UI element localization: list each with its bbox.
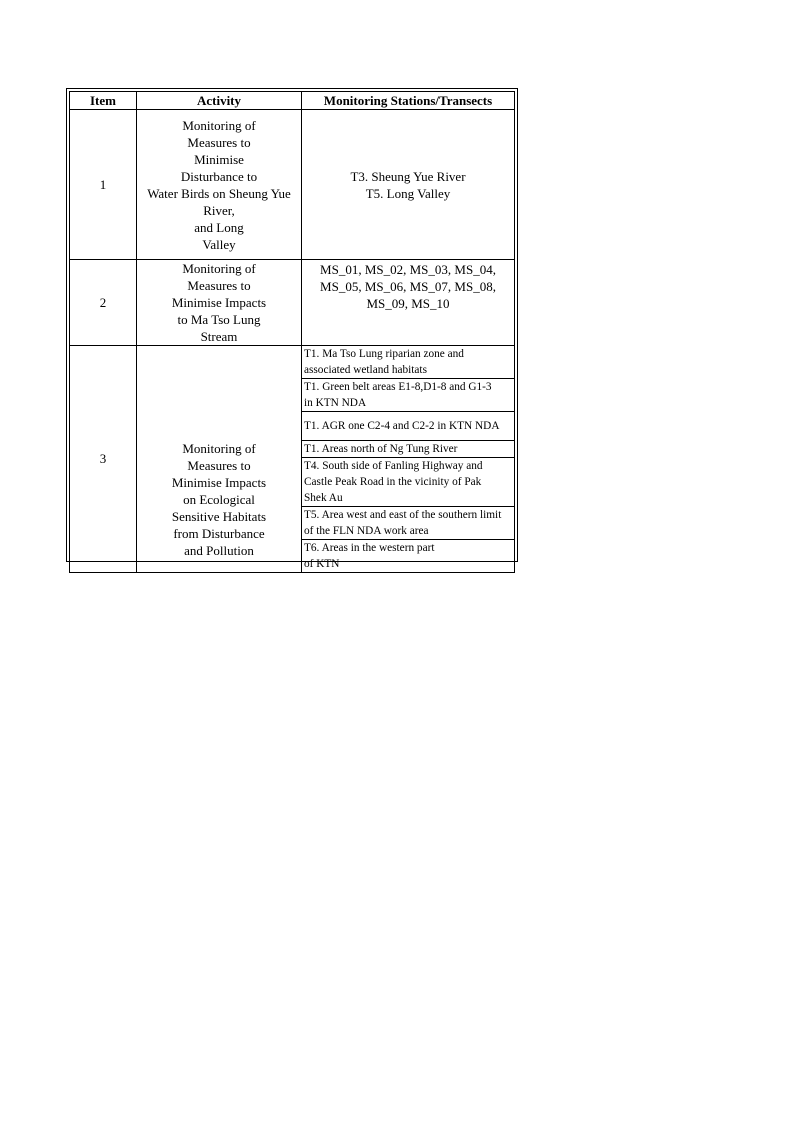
- table-row: [70, 346, 515, 379]
- item-number: 3: [70, 346, 137, 573]
- station-subrow: T5. Area west and east of the southern limit of the FLN NDA work area: [302, 507, 515, 540]
- header-item: Item: [70, 92, 137, 110]
- header-row: [70, 92, 515, 110]
- table-row: [70, 260, 515, 346]
- station-subrow: T1. Areas north of Ng Tung River: [302, 441, 515, 458]
- header-activity: Activity: [137, 92, 302, 110]
- activity-cell: Monitoring of Measures to Minimise Disturbance to Water Birds on Sheung Yue River, and Long Valley: [137, 110, 302, 260]
- station-subrow: T1. Ma Tso Lung riparian zone and associated wetland habitats: [302, 346, 515, 379]
- table-frame: [66, 88, 518, 570]
- activity-cell: Monitoring of Measures to Minimise Impacts to Ma Tso Lung Stream: [137, 260, 302, 346]
- station-subrow: T6. Areas in the western part of KTN: [302, 540, 515, 573]
- item-number: 2: [70, 260, 137, 346]
- header-stations: Monitoring Stations/Transects: [302, 92, 515, 110]
- station-subrow: T1. Green belt areas E1-8,D1-8 and G1-3 in KTN NDA: [302, 379, 515, 412]
- item-number: 1: [70, 110, 137, 260]
- stations-cell: T3. Sheung Yue River T5. Long Valley: [302, 110, 515, 260]
- station-subrow: T1. AGR one C2-4 and C2-2 in KTN NDA: [302, 412, 515, 441]
- table-row: [70, 110, 515, 260]
- station-subrow: T4. South side of Fanling Highway and Castle Peak Road in the vicinity of Pak Shek Au: [302, 458, 515, 507]
- monitoring-table: [69, 91, 515, 573]
- activity-cell: Monitoring of Measures to Minimise Impacts on Ecological Sensitive Habitats from Disturbance and Pollution: [137, 346, 302, 573]
- stations-cell: MS_01, MS_02, MS_03, MS_04, MS_05, MS_06, MS_07, MS_08, MS_09, MS_10: [302, 260, 515, 346]
